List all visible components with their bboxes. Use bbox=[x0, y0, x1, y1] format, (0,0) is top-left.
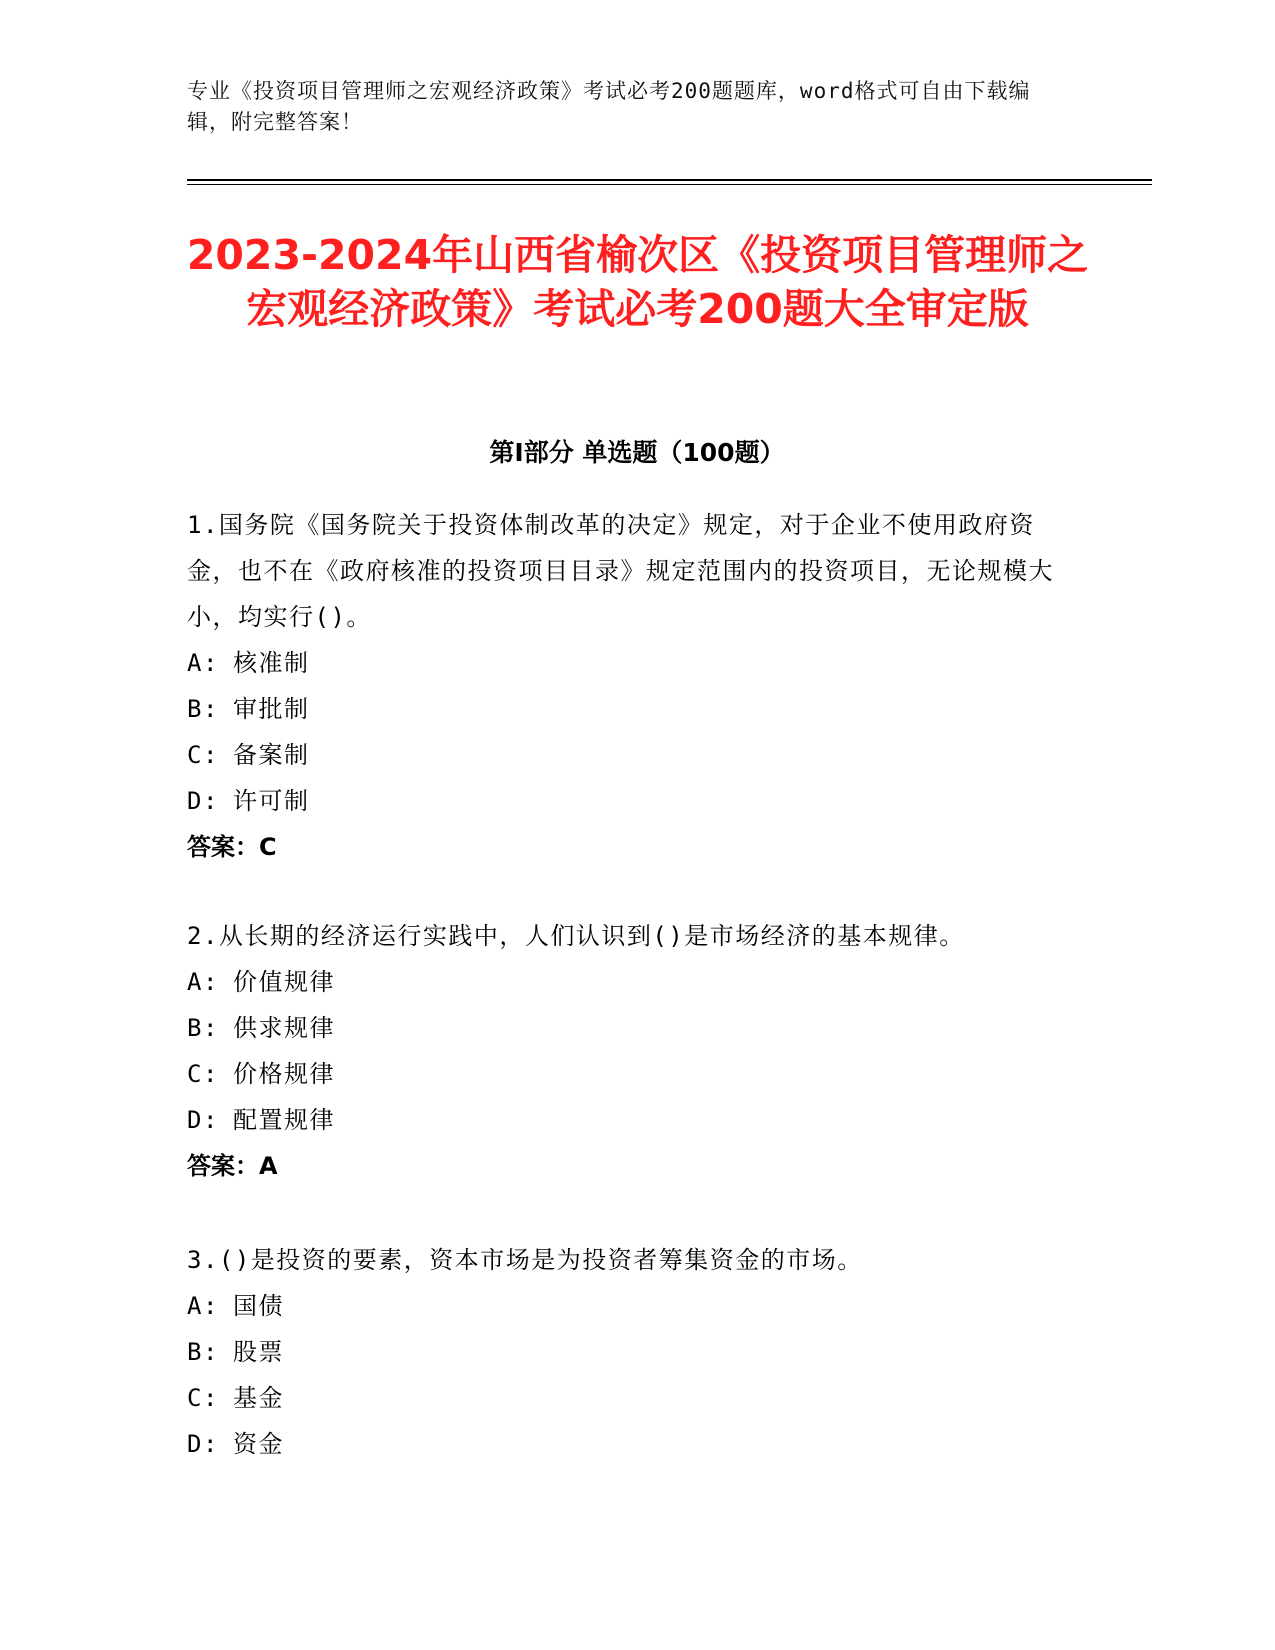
question-3 bbox=[187, 1237, 1067, 1467]
option-letter: D: bbox=[187, 1106, 219, 1134]
answer-label: 答案：A bbox=[187, 1152, 278, 1180]
option-letter: D: bbox=[187, 787, 219, 815]
option-letter: B: bbox=[187, 1338, 219, 1366]
option-text: 股票 bbox=[233, 1338, 284, 1366]
option-d bbox=[187, 1097, 1067, 1143]
header-divider-thin bbox=[187, 184, 1152, 185]
question-stem: 2.从长期的经济运行实践中，人们认识到()是市场经济的基本规律。 bbox=[187, 922, 965, 950]
option-text: 供求规律 bbox=[233, 1014, 335, 1042]
option-a bbox=[187, 959, 1067, 1005]
option-text: 基金 bbox=[233, 1384, 284, 1412]
option-d bbox=[187, 778, 1067, 824]
question-stem: 1.国务院《国务院关于投资体制改革的决定》规定，对于企业不使用政府资金，也不在《政府核准的投资项目目录》规定范围内的投资项目，无论规模大小，均实行()。 bbox=[187, 511, 1054, 631]
option-text: 审批制 bbox=[233, 695, 310, 723]
option-c bbox=[187, 1051, 1067, 1097]
option-letter: A: bbox=[187, 649, 219, 677]
option-text: 核准制 bbox=[233, 649, 310, 677]
option-text: 资金 bbox=[233, 1430, 284, 1458]
section-heading: 第Ⅰ部分 单选题（100题） bbox=[489, 438, 785, 467]
option-letter: C: bbox=[187, 741, 219, 769]
option-letter: B: bbox=[187, 1014, 219, 1042]
option-text: 备案制 bbox=[233, 741, 310, 769]
option-d bbox=[187, 1421, 1067, 1467]
option-letter: C: bbox=[187, 1060, 219, 1088]
option-b bbox=[187, 1329, 1067, 1375]
option-letter: C: bbox=[187, 1384, 219, 1412]
option-letter: A: bbox=[187, 968, 219, 996]
option-text: 国债 bbox=[233, 1292, 284, 1320]
option-text: 价格规律 bbox=[233, 1060, 335, 1088]
option-text: 配置规律 bbox=[233, 1106, 335, 1134]
option-c bbox=[187, 732, 1067, 778]
option-b bbox=[187, 1005, 1067, 1051]
option-letter: A: bbox=[187, 1292, 219, 1320]
option-c bbox=[187, 1375, 1067, 1421]
option-text: 价值规律 bbox=[233, 968, 335, 996]
answer-label: 答案：C bbox=[187, 833, 277, 861]
question-1 bbox=[187, 502, 1067, 870]
question-stem: 3.()是投资的要素，资本市场是为投资者筹集资金的市场。 bbox=[187, 1246, 863, 1274]
option-letter: B: bbox=[187, 695, 219, 723]
document-title: 2023-2024年山西省榆次区《投资项目管理师之宏观经济政策》考试必考200题大全审定版 bbox=[186, 231, 1089, 333]
question-2 bbox=[187, 913, 1067, 1189]
option-a bbox=[187, 1283, 1067, 1329]
option-text: 许可制 bbox=[233, 787, 310, 815]
header-note: 专业《投资项目管理师之宏观经济政策》考试必考200题题库，word格式可自由下载编辑，附完整答案！ bbox=[187, 79, 1031, 134]
option-letter: D: bbox=[187, 1430, 219, 1458]
option-b bbox=[187, 686, 1067, 732]
header-divider-thick bbox=[187, 179, 1152, 181]
option-a bbox=[187, 640, 1067, 686]
